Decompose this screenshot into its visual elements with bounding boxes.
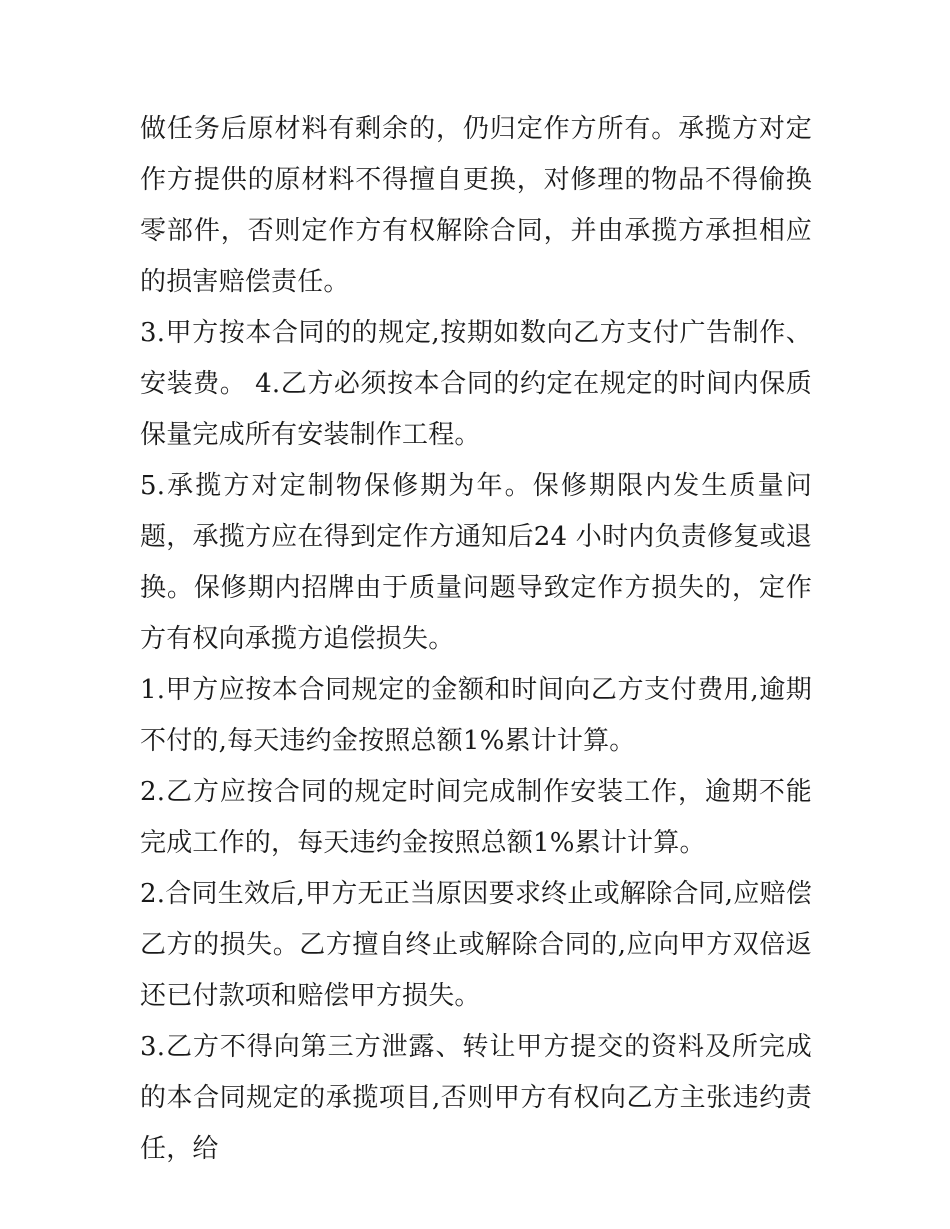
paragraph-termination-clause: 2.合同生效后,甲方无正当原因要求终止或解除合同,应赔偿乙方的损失。乙方擅自终止或解除合同的,应向甲方双倍返还已付款项和赔偿甲方损失。 [140,879,812,1011]
paragraph-party-b-penalty-clause: 2.乙方应按合同的规定时间完成制作安装工作，逾期不能完成工作的，每天违约金按照总额1%累计计算。 [140,777,812,858]
paragraph-warranty-clause: 5.承揽方对定制物保修期为年。保修期限内发生质量问题，承揽方应在得到定作方通知后24 小时内负责修复或退换。保修期内招牌由于质量问题导致定作方损失的，定作方有权向承揽方追偿损失。 [140,471,812,654]
paragraph-party-a-penalty-clause: 1.甲方应按本合同规定的金额和时间向乙方支付费用,逾期不付的,每天违约金按照总额1%累计计算。 [140,675,812,756]
paragraph-confidentiality-clause: 3.乙方不得向第三方泄露、转让甲方提交的资料及所完成的本合同规定的承揽项目,否则甲方有权向乙方主张违约责任，给 [140,1032,812,1164]
document-body [140,104,812,1175]
paragraph-materials-clause: 做任务后原材料有剩余的，仍归定作方所有。承揽方对定作方提供的原材料不得擅自更换，对修理的物品不得偷换零部件，否则定作方有权解除合同，并由承揽方承担相应的损害赔偿责任。 [140,114,812,297]
paragraph-payment-installation-clause: 3.甲方按本合同的的规定,按期如数向乙方支付广告制作、安装费。 4.乙方必须按本合同的约定在规定的时间内保质保量完成所有安装制作工程。 [140,318,812,450]
